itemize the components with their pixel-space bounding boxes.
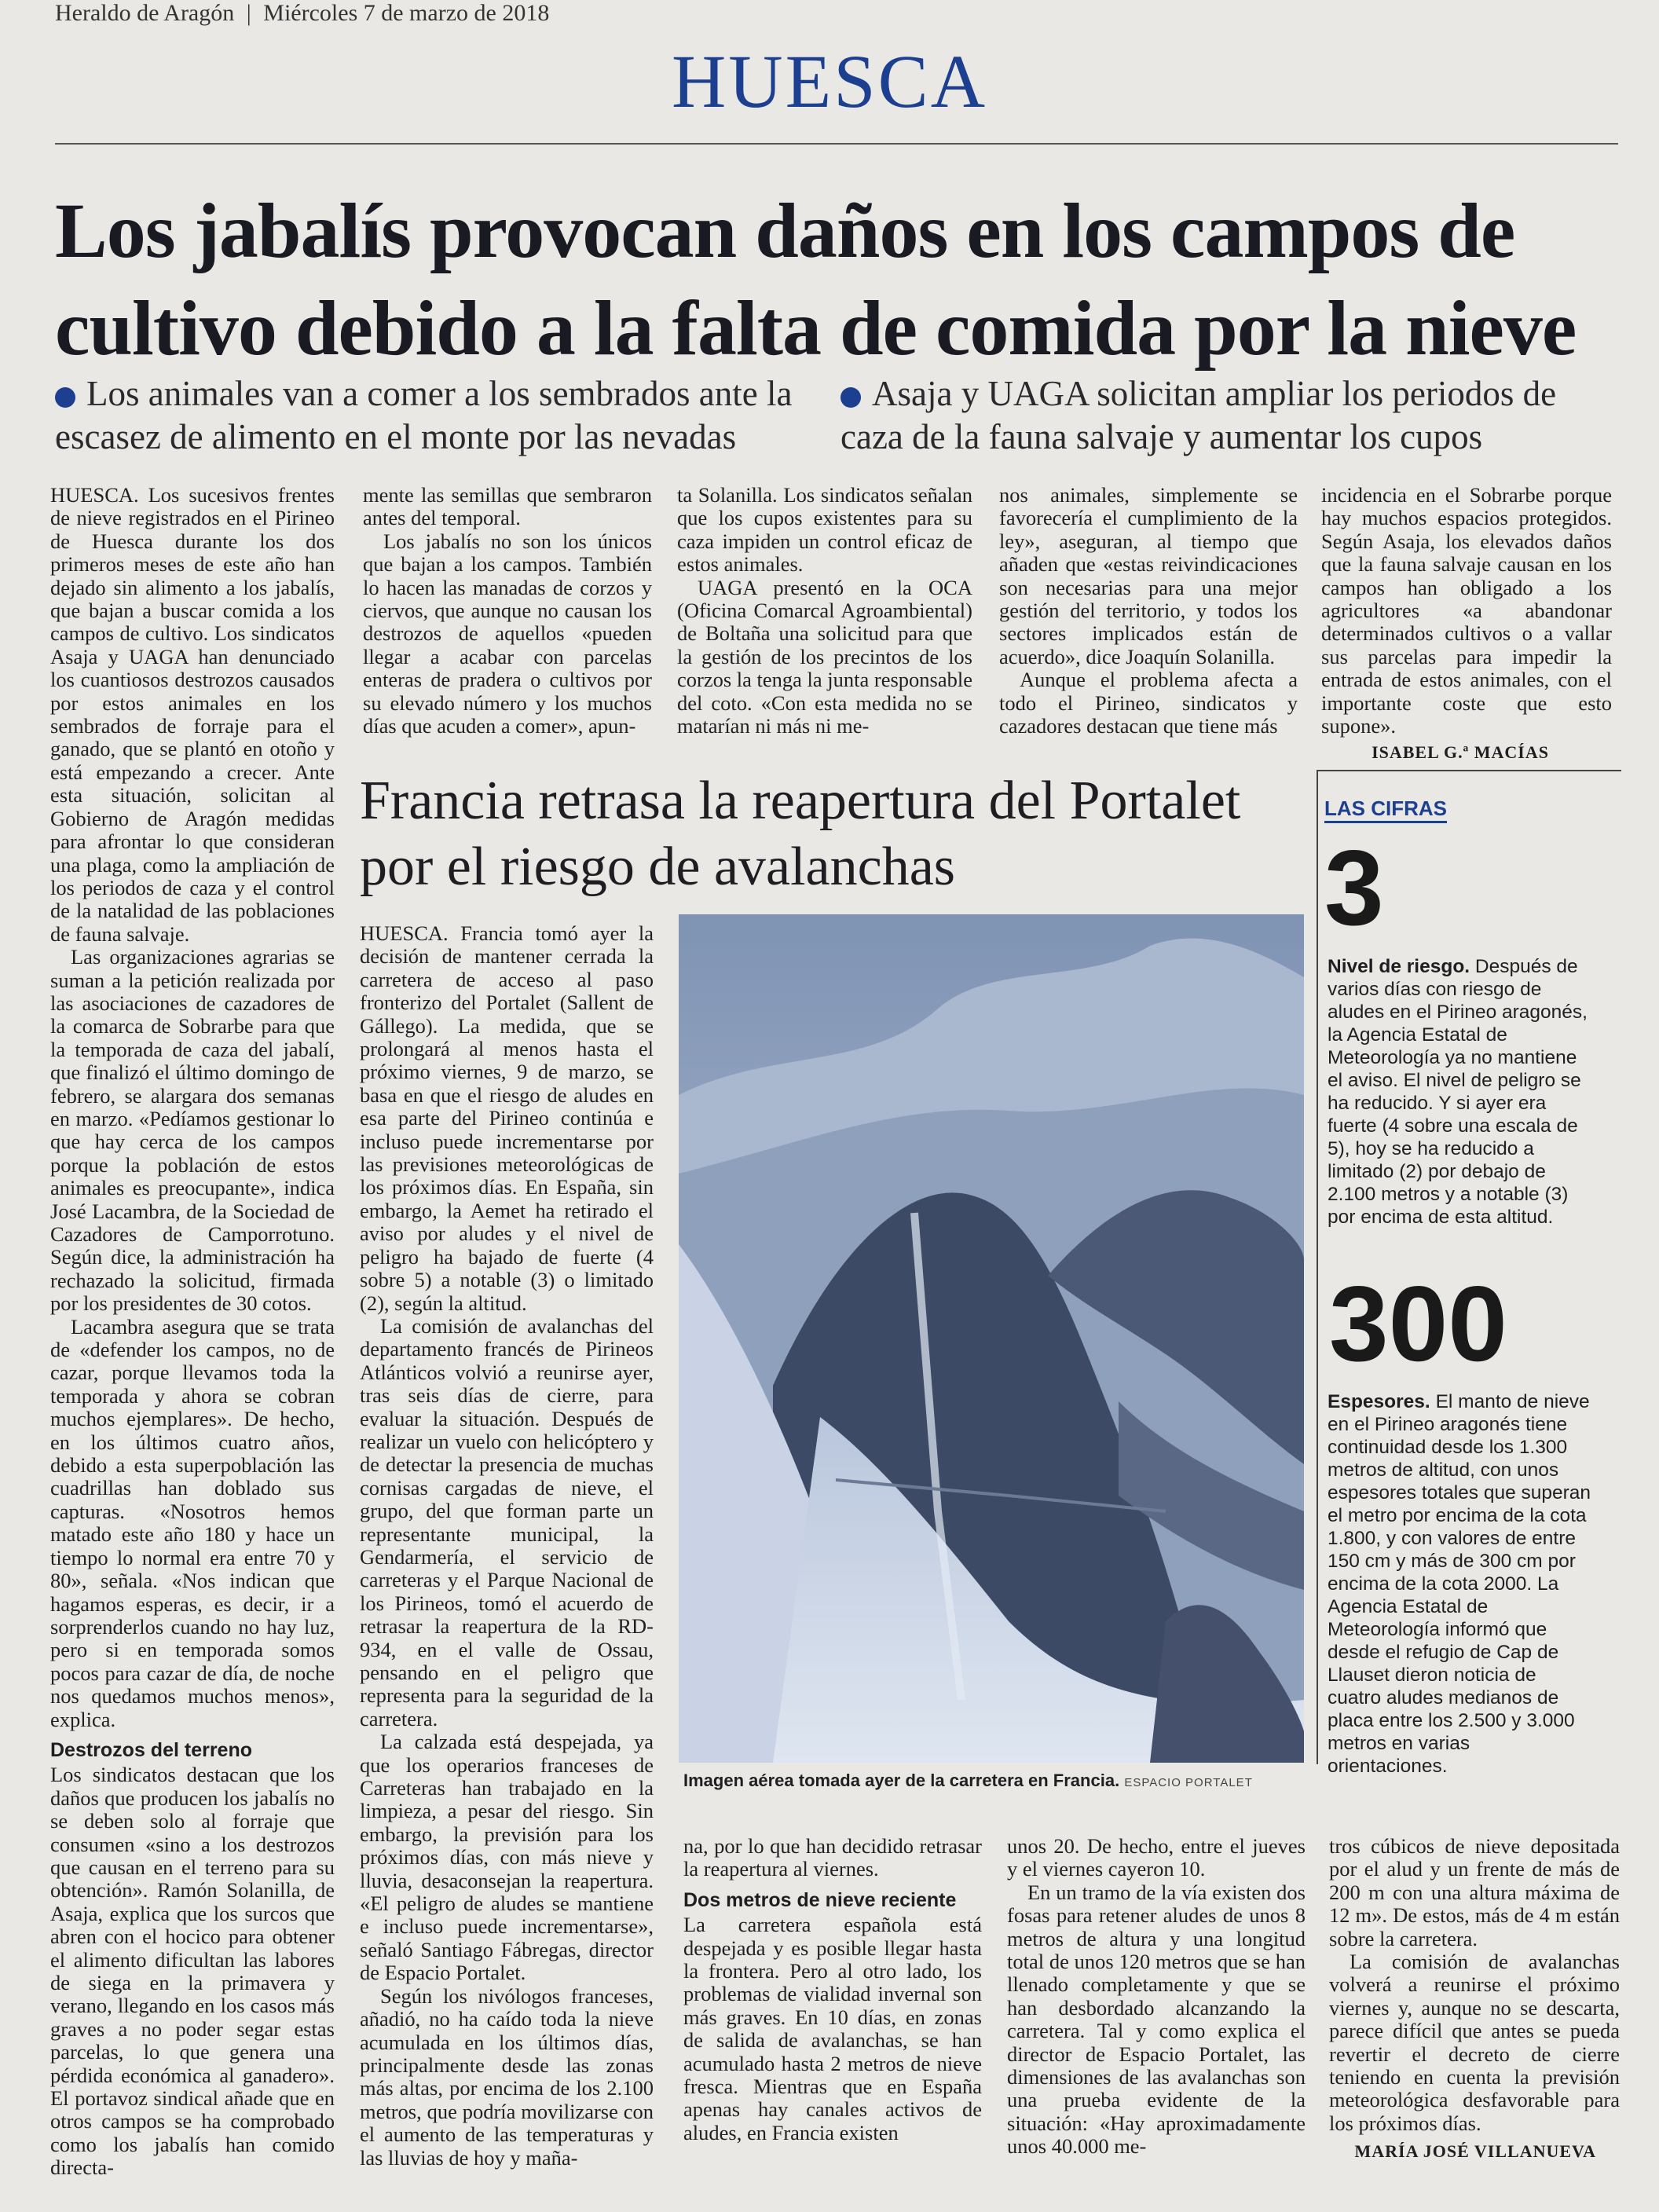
- article2-column-3: [1007, 1835, 1306, 2159]
- main-headline: Los jabalís provocan daños en los campos de cultivo debido a la falta de comida por la nieve: [55, 187, 1577, 372]
- paragraph: Según los nivólogos franceses, añadió, no ha caído toda la nieve acumulada en los últimos días, principalmente desde las zonas más altas, por encima de los 2.100 metros, que podría movilizarse con el aumento de las temperaturas y las lluvias de hoy y maña-: [360, 1983, 654, 2170]
- paragraph: unos 20. De hecho, entre el jueves y el viernes cayeron 10.: [1007, 1834, 1306, 1881]
- cifra-body-2: El manto de nieve en el Pirineo aragonés tiene continuidad desde los 1.300 metros de altitud, con unos espesores totales que superan el metro por encima de la cota 1.800, y con valores de entre 150 cm y más de 300 cm por encima de la cota 2000. La Agencia Estatal de Meteorología informó que desde el refugio de Cap de Llauset dieron noticia de cuatro aludes medianos de placa entre los 2.500 y 3.000 metros en varias orientaciones.: [1328, 1391, 1591, 1777]
- paragraph: Los sindicatos destacan que los daños que producen los jabalís no se deben solo al forraje que consumen «sino a los destrozos que causan en el terreno para su obtención». Ramón Solanilla, de Asaja, explica que los surcos que abren con el hocico para obtener el alimento dificultan las labores de siega en la primavera y verano, llegando en los casos más graves a no poder segar estas parcelas, lo que genera una pérdida económica al ganadero». El portavoz sindical añade que en otros campos se ha comprobado como los jabalís han comido directa-: [50, 1763, 335, 2180]
- article1-column-1: [50, 484, 335, 2180]
- paper-name: Heraldo de Aragón: [55, 0, 235, 26]
- paragraph: La calzada está despejada, ya que los operarios franceses de Carreteras han trabajado en la limpieza, a pesar del riesgo. Sin embargo, la previsión para los próximos días, con más nieve y lluvia, desaconsejan la reapertura. «El peligro de aludes se mantiene e incluso puede incrementarse», señaló Santiago Fábregas, director de Espacio Portalet.: [360, 1730, 654, 1985]
- cifras-label: LAS CIFRAS: [1324, 797, 1447, 823]
- subhead-2: [840, 372, 1626, 459]
- byline-article1: ISABEL G.ª MACÍAS: [1372, 742, 1549, 763]
- paragraph: En un tramo de la vía existen dos fosas para retener aludes de unos 8 metros de altura y una longitud total de unos 120 metros que se han llenado completamente y que se han desbordado alcanzando la carretera. Tal y como explica el director de Espacio Portalet, las dimensiones de las avalanchas son una prueba evidente de la situación: «Hay aproximadamente unos 40.000 me-: [1007, 1880, 1306, 2159]
- header-rule: [55, 143, 1618, 145]
- article1-column-4: [999, 484, 1298, 738]
- article2-headline: Francia retrasa la reapertura del Portalet por el riesgo de avalanchas: [360, 771, 1241, 897]
- article2-column-2: [683, 1835, 982, 2144]
- cifra-text-2: [1328, 1390, 1595, 1778]
- publication-date: Miércoles 7 de marzo de 2018: [263, 0, 550, 26]
- masthead: [55, 0, 549, 27]
- paragraph: Lacambra asegura que se trata de «defender los campos, no de cazar, porque llevamos toda la temporada y ahora se cobran muchos ejemplares». De hecho, en los últimos cuatro años, debido a esta superpoblación las cuadrillas han doblado sus capturas. «Nosotros hemos matado este año 180 y hace un tiempo lo normal era entre 70 y 80», señala. «Nos indican que hagamos esperas, es decir, ir a sorprenderlos cuando no hay luz, pero si en temporada somos pocos para cazar de día, de noche nos quedamos muchos menos», explica.: [50, 1314, 335, 1731]
- paragraph: Aunque el problema afecta a todo el Pirineo, sindicatos y cazadores destacan que tiene más: [999, 668, 1298, 738]
- photo-credit: ESPACIO PORTALET: [1124, 1776, 1253, 1789]
- photo-caption: [683, 1771, 1312, 1791]
- article2-column-4: [1329, 1835, 1620, 2163]
- article1-column-2: [363, 484, 652, 738]
- snowy-mountain-image: [679, 914, 1304, 1763]
- paragraph: ta Solanilla. Los sindicatos señalan que los cupos existentes para su caza impiden un control eficaz de estos animales.: [677, 483, 972, 577]
- paragraph: mente las semillas que sembraron antes del temporal.: [363, 483, 652, 530]
- byline-article2: MARÍA JOSÉ VILLANUEVA: [1354, 2141, 1596, 2162]
- paragraph: La carretera española está despejada y es posible llegar hasta la frontera. Pero al otro lado, los problemas de vialidad invernal son más graves. En 10 días, en zonas de salida de avalanchas, se han acumulado hasta 2 metros de nieve fresca. Mientras que en España apenas hay canales activos de aludes, en Francia existen: [683, 1913, 982, 2144]
- caption-text: Imagen aérea tomada ayer de la carretera en Francia.: [683, 1771, 1120, 1790]
- subhead-2-text: Asaja y UAGA solicitan ampliar los periodos de caza de la fauna salvaje y aumentar los cupos: [840, 374, 1557, 456]
- paragraph: La comisión de avalanchas del departamento francés de Pirineos Atlánticos volvió a reunirse ayer, tras seis días de cierre, para evaluar la situación. Después de realizar un vuelo con helicóptero y de detectar la presencia de muchas cornisas cargadas de nieve, el grupo, del que forman parte un representante municipal, la Gendarmería, el servicio de carreteras y el Parque Nacional de los Pirineos, tomó el acuerdo de retrasar la reapertura de la RD-934, en el valle de Ossau, pensando en el peligro que representa para la seguridad de la carretera.: [360, 1313, 654, 1730]
- article1-column-5: [1321, 484, 1612, 764]
- cifra-text-1: [1328, 955, 1595, 1229]
- subheading-destrozos: Destrozos del terreno: [50, 1738, 253, 1761]
- subheading-dos-metros: Dos metros de nieve reciente: [683, 1888, 957, 1911]
- paragraph: incidencia en el Sobrarbe porque hay muchos espacios protegidos. Según Asaja, los elevados daños que la fauna salvaje causan en los campos han obligado a los agricultores «a abandonar determinados cultivos o a vallar sus parcelas para impedir la entrada de estos animales, con el importante coste que esto supone».: [1321, 483, 1612, 738]
- article1-column-3: [677, 484, 972, 738]
- article2-column-1: [360, 922, 654, 2170]
- cifra-body-1: Después de varios días con riesgo de aludes en el Pirineo aragonés, la Agencia Estatal de Meteorología ya no mantiene el aviso. El nivel de peligro se ha reducido. Y si ayer era fuerte (4 sobre una escala de 5), hoy se ha reducido a limitado (2) por debajo de 2.100 metros y a notable (3) por encima de esta altitud.: [1328, 956, 1588, 1228]
- paragraph: Las organizaciones agrarias se suman a la petición realizada por las asociaciones de cazadores de la comarca de Sobrarbe para que la temporada de caza del jabalí, que finalizó el último domingo de febrero, se alargara dos semanas en marzo. «Pedíamos gestionar lo que hay cerca de los campos porque la población de estos animales es preocupante», indica José Lacambra, de la Sociedad de Cazadores de Camporrotuno. Según dice, la administración ha rechazado la solicitud, firmada por los presidentes de 30 cotos.: [50, 945, 335, 1316]
- bullet-icon: [55, 387, 75, 408]
- section-title: HUESCA: [671, 39, 988, 123]
- masthead-separator: |: [246, 0, 251, 26]
- paragraph: HUESCA. Francia tomó ayer la decisión de mantener cerrada la carretera de acceso al paso fronterizo del Portalet (Sallent de Gállego). La medida, que se prolongará al menos hasta el próximo viernes, 9 de marzo, se basa en que el riesgo de aludes en esa parte del Pirineo continúa e incluso puede incrementarse por las previsiones meteorológicas de los próximos días. En España, sin embargo, la Aemet ha retirado el aviso por aludes y el nivel de peligro ha bajado de fuerte (4 sobre 5) a notable (3) o limitado (2), según la altitud.: [360, 921, 654, 1315]
- subhead-1-text: Los animales van a comer a los sembrados ante la escasez de alimento en el monte por las nevadas: [55, 374, 793, 456]
- paragraph: na, por lo que han decidido retrasar la reapertura al viernes.: [683, 1834, 982, 1881]
- paragraph: Los jabalís no son los únicos que bajan a los campos. También lo hacen las manadas de corzos y ciervos, que aunque no causan los destrozos de aquellos «pueden llegar a acabar con parcelas enteras de pradera o cultivos por su elevado número y los muchos días que acuden a comer», apun-: [363, 529, 652, 738]
- paragraph: tros cúbicos de nieve depositada por el alud y un frente de más de 200 m con una altura máxima de 12 m». De estos, más de 4 m están sobre la carretera.: [1329, 1834, 1620, 1950]
- cifra-number-1: 3: [1324, 828, 1384, 947]
- cifra-number-2: 300: [1329, 1264, 1507, 1383]
- mountain-photo: [679, 914, 1304, 1763]
- paragraph: La comisión de avalanchas volverá a reunirse el próximo viernes y, aunque no se descarta, parece difícil que antes se pueda revertir el decreto de cierre teniendo en cuenta la previsión meteorológica desfavorable para los próximos días.: [1329, 1950, 1620, 2135]
- cifra-lead-1: Nivel de riesgo.: [1328, 956, 1470, 977]
- bullet-icon: [840, 387, 861, 408]
- cifra-lead-2: Espesores.: [1328, 1391, 1430, 1412]
- paragraph: HUESCA. Los sucesivos frentes de nieve registrados en el Pirineo de Huesca durante los dos primeros meses de este año han dejado sin alimento a los jabalís, que bajan a buscar comida a los campos de cultivo. Los sindicatos Asaja y UAGA han denunciado los cuantiosos destrozos causados por estos animales en los sembrados de forraje para el ganado, que se plantó en otoño y está empezando a crecer. Ante esta situación, solicitan al Gobierno de Aragón medidas para afrontar lo que consideran una plaga, como la ampliación de los periodos de caza y el control de la natalidad de las poblaciones de fauna salvaje.: [50, 483, 335, 946]
- paragraph: UAGA presentó en la OCA (Oficina Comarcal Agroambiental) de Boltaña una solicitud para que la gestión de los precintos de los corzos la tenga la junta responsable del coto. «Con esta medida no se matarían ni más ni me-: [677, 575, 973, 738]
- subhead-1: [55, 372, 809, 459]
- paragraph: nos animales, simplemente se favorecería el cumplimiento de la ley», aseguran, al tiempo que añaden que «estas reivindicaciones son necesarias para una mejor gestión del territorio, y todos los sectores implicados están de acuerdo», dice Joaquín Solanilla.: [999, 483, 1298, 668]
